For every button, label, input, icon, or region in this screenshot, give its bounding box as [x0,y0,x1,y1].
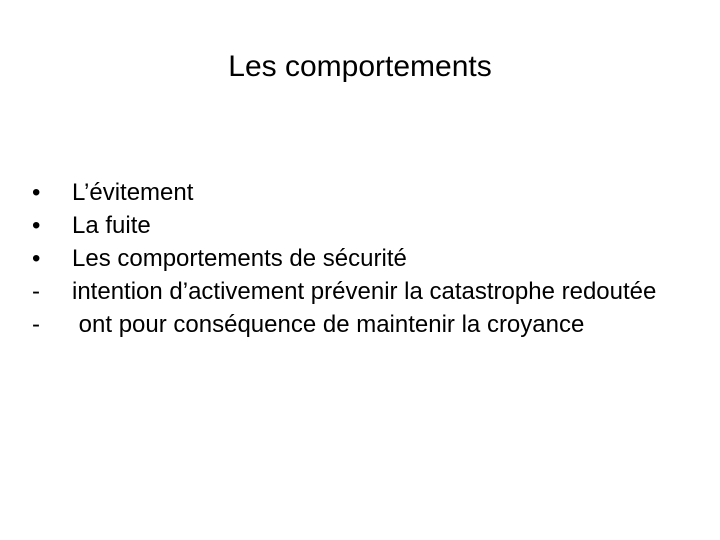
list-item [32,275,692,308]
slide-title: Les comportements [228,50,492,83]
bullet-marker: • [32,179,41,206]
list-item [32,242,692,275]
list-item-text: Les comportements de sécurité [72,245,407,272]
list-item [32,176,692,209]
list-item [32,209,692,242]
bullet-marker: • [32,245,41,272]
list-item-text: La fuite [72,212,151,239]
list-item-text: L’évitement [72,179,194,206]
list-item-text: intention d’activement prévenir la catastrophe redoutée [72,278,657,305]
list-item-text: ont pour conséquence de maintenir la croyance [72,311,585,338]
bullet-list [32,176,692,341]
bullet-marker: • [32,212,41,239]
dash-marker: - [32,278,40,305]
dash-marker: - [32,311,40,338]
list-item [32,308,692,341]
